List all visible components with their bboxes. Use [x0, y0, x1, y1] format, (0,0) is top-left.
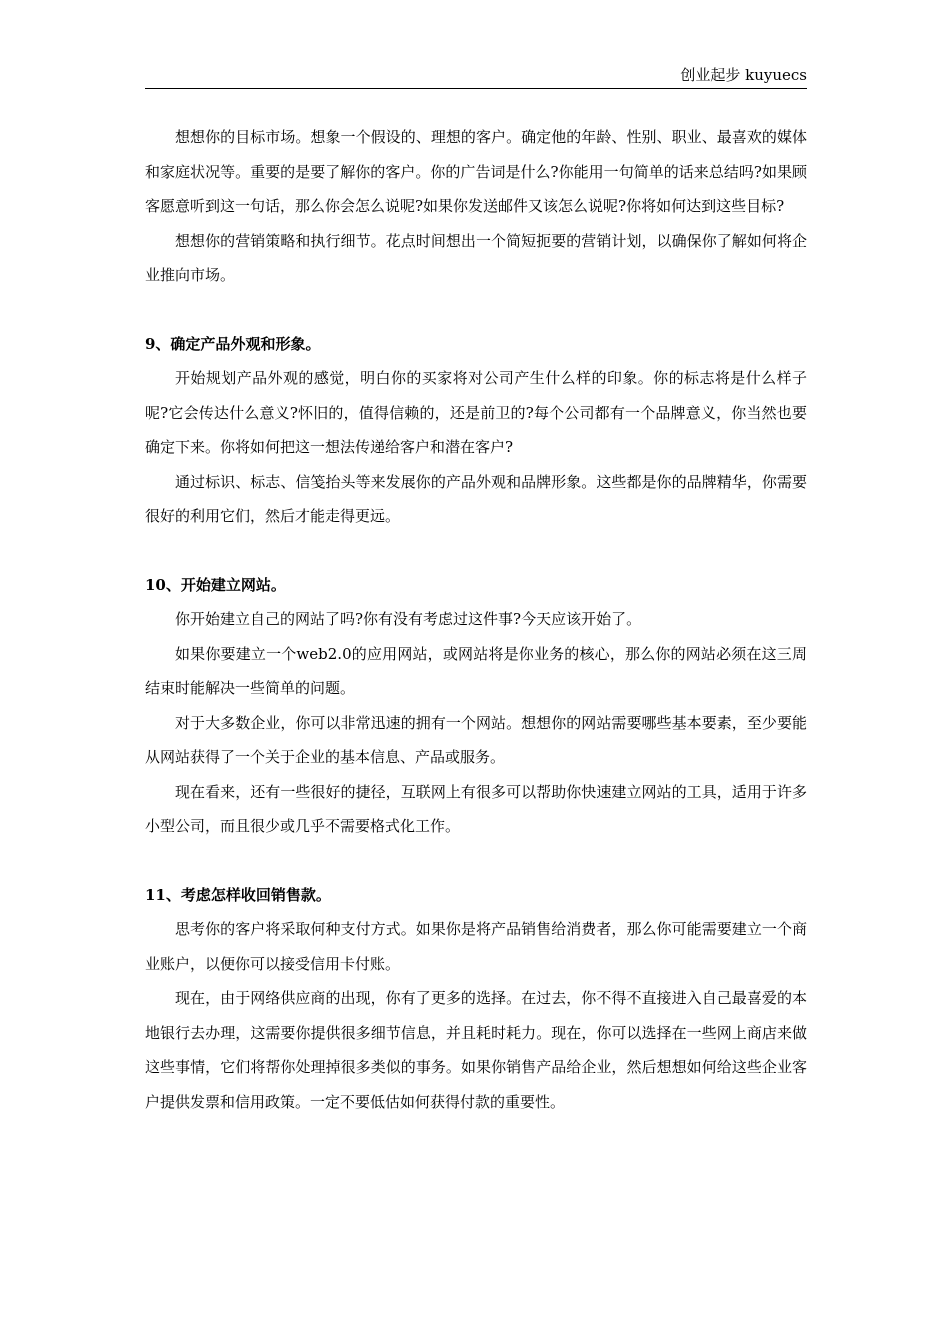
section-9	[145, 327, 807, 534]
section-11	[145, 878, 807, 1120]
section-heading: 11、考虑怎样收回销售款。	[145, 885, 331, 904]
paragraph: 想想你的营销策略和执行细节。花点时间想出一个简短扼要的营销计划，以确保你了解如何将企业推向市场。	[145, 231, 807, 284]
paragraph: 如果你要建立一个web2.0的应用网站，或网站将是你业务的核心，那么你的网站必须在这三周结束时能解决一些简单的问题。	[145, 644, 807, 697]
paragraph: 思考你的客户将采取何种支付方式。如果你是将产品销售给消费者，那么你可能需要建立一个商业账户，以便你可以接受信用卡付账。	[145, 920, 807, 973]
section-heading: 10、开始建立网站。	[145, 575, 286, 594]
section-heading: 9、确定产品外观和形象。	[145, 334, 321, 353]
paragraph: 对于大多数企业，你可以非常迅速的拥有一个网站。想想你的网站需要哪些基本要素，至少要能从网站获得了一个关于企业的基本信息、产品或服务。	[145, 713, 807, 766]
page-header	[145, 58, 807, 89]
paragraph: 想想你的目标市场。想象一个假设的、理想的客户。确定他的年龄、性别、职业、最喜欢的媒体和家庭状况等。重要的是要了解你的客户。你的广告词是什么?你能用一句简单的话来总结吗?如果顾客愿意听到这一句话，那么你会怎么说呢?如果你发送邮件又该怎么说呢?你将如何达到这些目标?	[145, 128, 807, 215]
section-10	[145, 568, 807, 844]
paragraph: 开始规划产品外观的感觉，明白你的买家将对公司产生什么样的印象。你的标志将是什么样子呢?它会传达什么意义?怀旧的，值得信赖的，还是前卫的?每个公司都有一个品牌意义，你当然也要确定下来。你将如何把这一想法传递给客户和潜在客户?	[145, 369, 807, 456]
document-body	[145, 120, 807, 1119]
paragraph: 通过标识、标志、信笺抬头等来发展你的产品外观和品牌形象。这些都是你的品牌精华，你需要很好的利用它们，然后才能走得更远。	[145, 472, 807, 525]
paragraph: 现在看来，还有一些很好的捷径，互联网上有很多可以帮助你快速建立网站的工具，适用于许多小型公司，而且很少或几乎不需要格式化工作。	[145, 782, 807, 835]
paragraph: 你开始建立自己的网站了吗?你有没有考虑过这件事?今天应该开始了。	[175, 610, 642, 628]
intro-block	[145, 120, 807, 293]
header-title: 创业起步 kuyuecs	[680, 66, 807, 84]
paragraph: 现在，由于网络供应商的出现，你有了更多的选择。在过去，你不得不直接进入自己最喜爱的本地银行去办理，这需要你提供很多细节信息，并且耗时耗力。现在，你可以选择在一些网上商店来做这些事情，它们将帮你处理掉很多类似的事务。如果你销售产品给企业，然后想想如何给这些企业客户提供发票和信用政策。一定不要低估如何获得付款的重要性。	[145, 989, 807, 1111]
